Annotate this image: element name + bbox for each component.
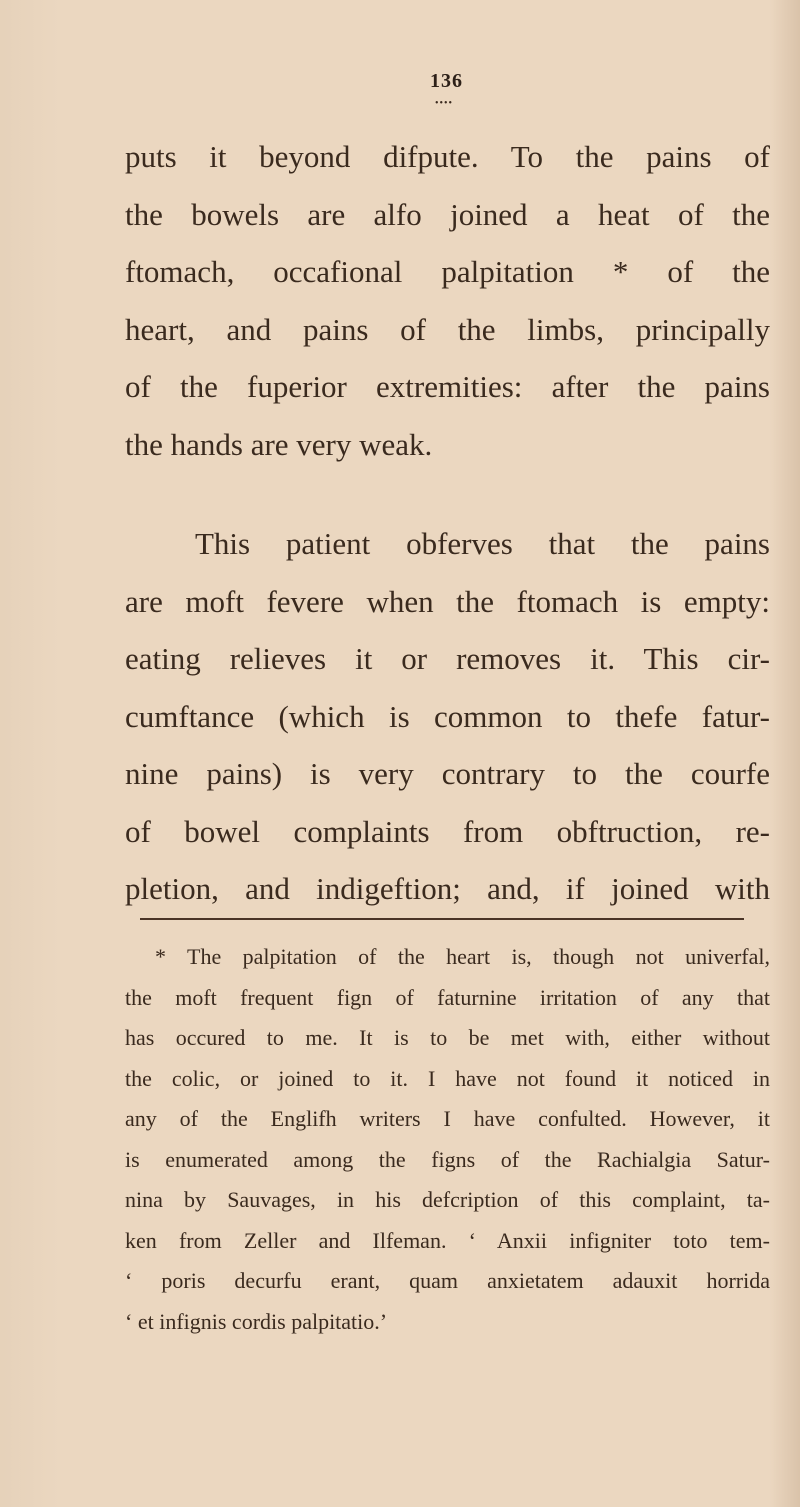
text-line: of bowel complaints from obftruction, re- bbox=[125, 813, 770, 849]
footnote-line: nina by Sauvages, in his defcription of this complaint, ta- bbox=[125, 1187, 770, 1212]
footnote-line: * The palpitation of the heart is, though not univerfal, bbox=[155, 944, 770, 969]
text-line: ftomach, occafional palpitation * of the bbox=[125, 254, 770, 289]
paragraph-2 bbox=[125, 515, 770, 918]
text-line: This patient obferves that the pains bbox=[195, 526, 770, 561]
footnote-line: the colic, or joined to it. I have not found it noticed in bbox=[125, 1065, 770, 1091]
text-line: puts it beyond difpute. To the pains of bbox=[125, 139, 770, 174]
footnote-line: ‘ poris decurfu erant, quam anxietatem adauxit horrida bbox=[125, 1268, 770, 1293]
footnote-divider bbox=[140, 918, 744, 920]
text-line: heart, and pains of the limbs, principally bbox=[125, 311, 770, 347]
text-line: of the fuperior extremities: after the pains bbox=[125, 369, 770, 404]
footnote-line: any of the Englifh writers I have confulted. However, it bbox=[125, 1106, 770, 1131]
text-line: the hands are very weak. bbox=[125, 426, 433, 462]
footnote-line: has occured to me. It is to be met with, either without bbox=[125, 1025, 770, 1050]
footnote-line: ‘ et infignis cordis palpitatio.’ bbox=[125, 1308, 388, 1334]
text-line: cumftance (which is common to thefe fatur- bbox=[125, 698, 770, 734]
footnote-line: the moft frequent fign of faturnine irritation of any that bbox=[125, 984, 770, 1010]
text-line: nine pains) is very contrary to the courfe bbox=[125, 756, 770, 791]
text-line: eating relieves it or removes it. This cir- bbox=[125, 641, 770, 676]
text-line: the bowels are alfo joined a heat of the bbox=[125, 196, 770, 232]
page-number: 136 bbox=[430, 70, 463, 92]
text-line: are moft fevere when the ftomach is empty: bbox=[125, 583, 770, 619]
paragraph-1 bbox=[125, 128, 770, 473]
text-line: pletion, and indigeftion; and, if joined with bbox=[125, 871, 770, 906]
footnote-line: is enumerated among the figns of the Rachialgia Satur- bbox=[125, 1146, 770, 1172]
footnote-line: ken from Zeller and Ilfeman. ‘ Anxii infigniter toto tem- bbox=[125, 1227, 770, 1253]
footnote bbox=[125, 937, 770, 1342]
signature-mark: •••• bbox=[435, 98, 454, 109]
